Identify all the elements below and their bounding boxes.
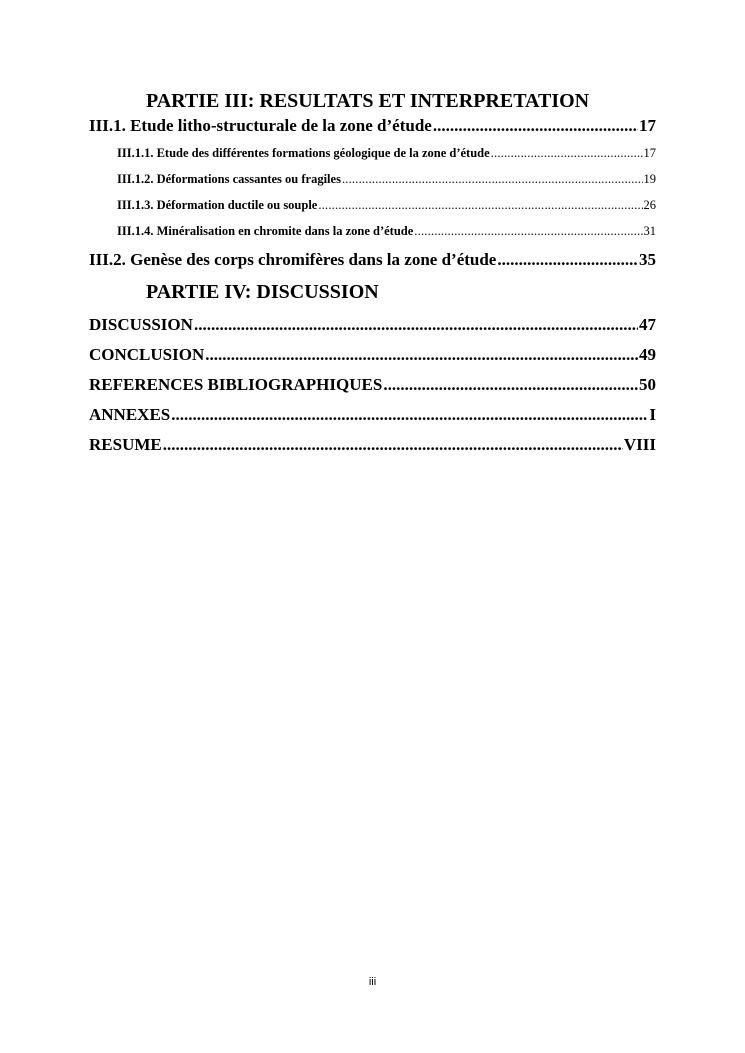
toc-entry[interactable] <box>117 146 656 161</box>
toc-entry-label: RESUME <box>89 435 162 454</box>
toc-entry[interactable] <box>89 345 656 365</box>
dot-leader <box>383 375 638 395</box>
toc-entry-label: III.1.2. Déformations cassantes ou fragiles <box>117 172 341 186</box>
toc-entry-label: III.1.4. Minéralisation en chromite dans la zone d’étude <box>117 224 414 238</box>
toc-entry-page: 17 <box>639 116 656 135</box>
part-iv-heading: PARTIE IV: DISCUSSION <box>146 281 379 303</box>
toc-entry[interactable] <box>117 198 656 213</box>
toc-entry-page: 31 <box>643 224 656 238</box>
page-number-footer: iii <box>368 976 377 988</box>
toc-entry-page: 19 <box>643 172 656 186</box>
dot-leader <box>205 345 638 365</box>
toc-entry-label: III.1.1. Etude des différentes formations géologique de la zone d’étude <box>117 146 490 160</box>
toc-entry[interactable] <box>117 172 656 187</box>
part-iii-heading: PARTIE III: RESULTATS ET INTERPRETATION <box>146 90 590 112</box>
toc-entry[interactable] <box>89 315 656 335</box>
toc-entry-label: III.1. Etude litho-structurale de la zone d’étude <box>89 116 432 135</box>
toc-entry[interactable] <box>89 250 656 270</box>
dot-leader <box>163 435 623 455</box>
toc-entry[interactable] <box>117 224 656 239</box>
dot-leader <box>194 315 638 335</box>
toc-entry-page: 49 <box>639 345 656 364</box>
toc-entry[interactable] <box>89 116 656 136</box>
toc-entry-label: CONCLUSION <box>89 345 205 364</box>
toc-entry[interactable] <box>89 435 656 455</box>
toc-entry-page: 17 <box>643 146 656 160</box>
toc-entry[interactable] <box>89 405 656 425</box>
toc-entry-page: 47 <box>639 315 656 334</box>
toc-entry-label: DISCUSSION <box>89 315 193 334</box>
dot-leader <box>497 250 638 270</box>
toc-entry-page: 50 <box>639 375 656 394</box>
dot-leader <box>342 172 643 187</box>
dot-leader <box>171 405 648 425</box>
dot-leader <box>491 146 643 161</box>
toc-entry-page: I <box>649 405 656 424</box>
toc-entry-label: III.2. Genèse des corps chromifères dans la zone d’étude <box>89 250 497 269</box>
toc-entry-page: 35 <box>639 250 656 269</box>
dot-leader <box>318 198 642 213</box>
dot-leader <box>414 224 642 239</box>
toc-entry[interactable] <box>89 375 656 395</box>
toc-entry-label: III.1.3. Déformation ductile ou souple <box>117 198 318 212</box>
toc-entry-label: REFERENCES BIBLIOGRAPHIQUES <box>89 375 383 394</box>
toc-entry-page: VIII <box>623 435 656 454</box>
toc-entry-page: 26 <box>643 198 656 212</box>
dot-leader <box>433 116 638 136</box>
toc-entry-label: ANNEXES <box>89 405 171 424</box>
